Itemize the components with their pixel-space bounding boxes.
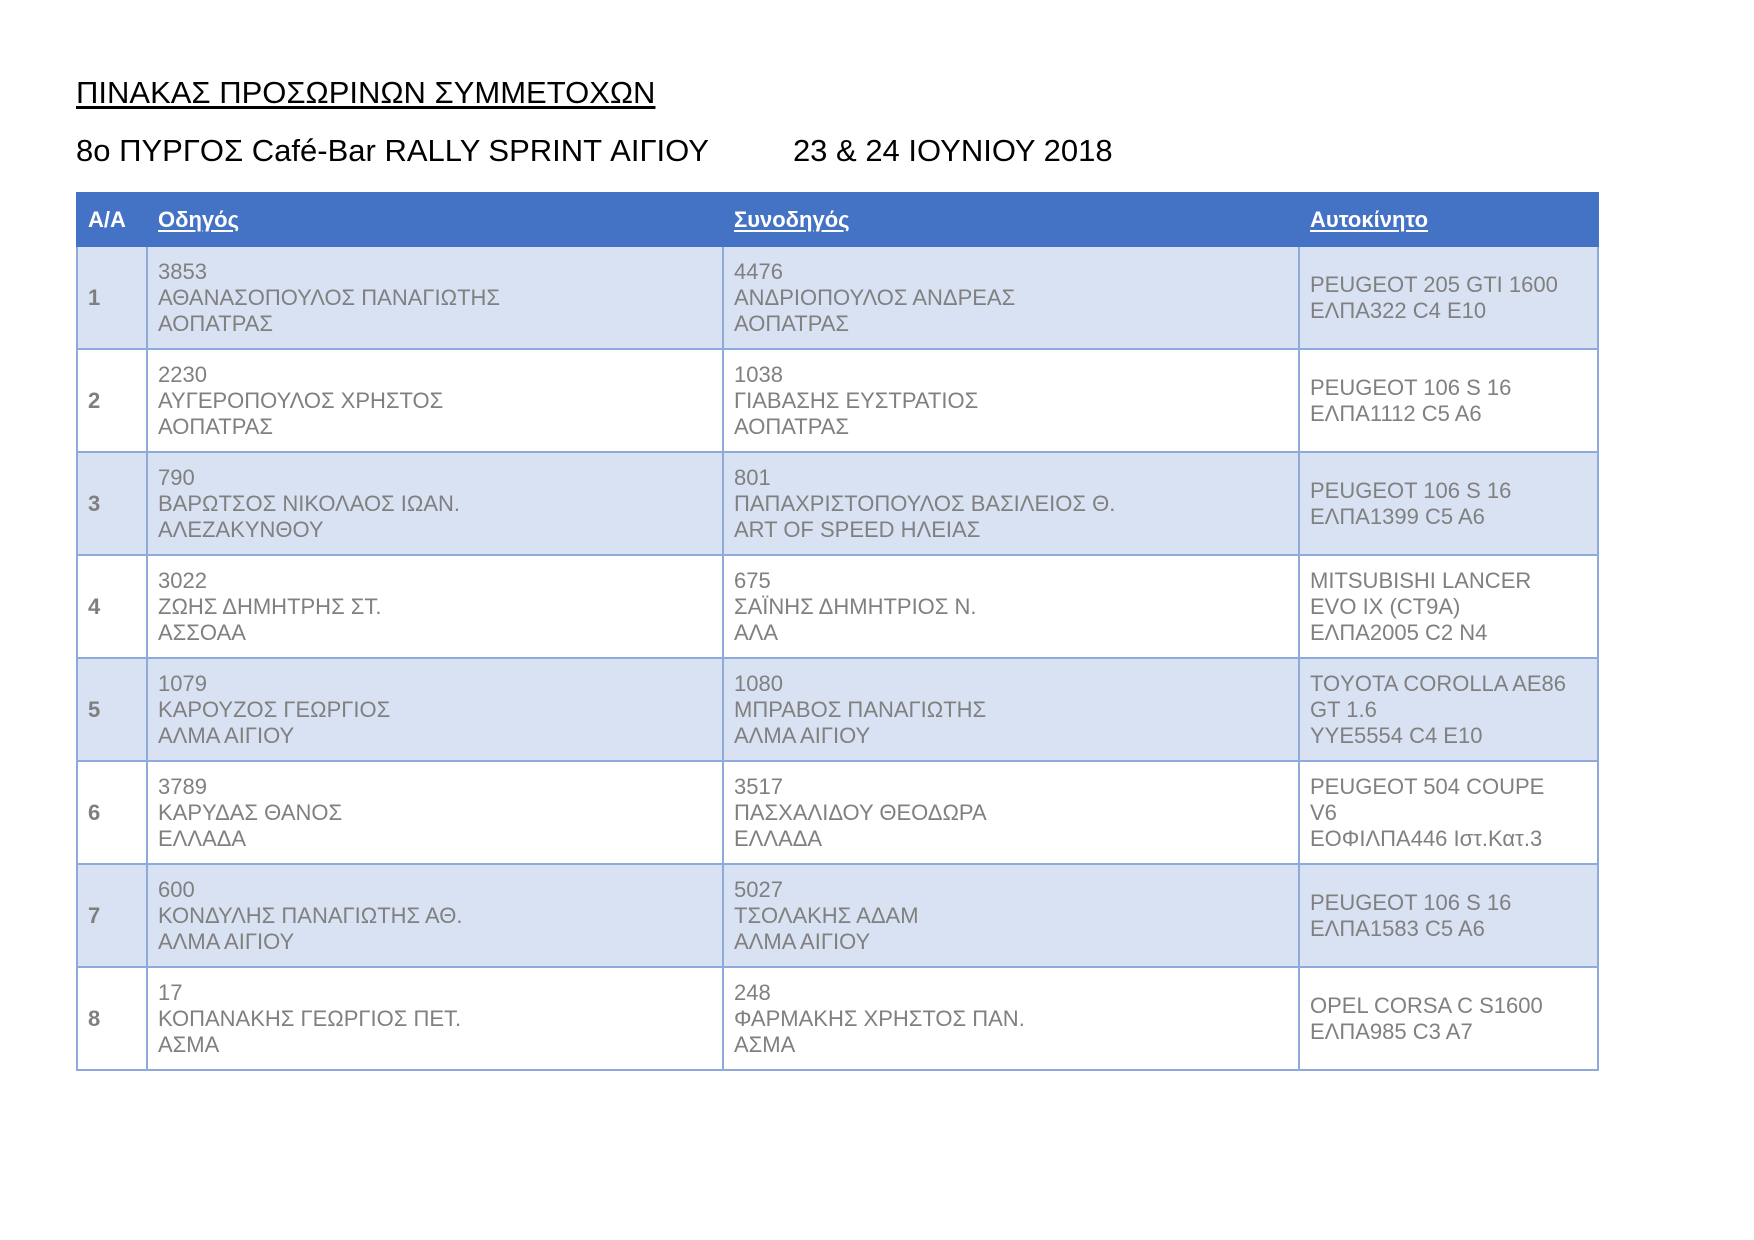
driver-license: 3789: [158, 773, 207, 799]
car-model: PEUGEOT 106 S 16: [1310, 477, 1512, 503]
driver-license: 3853: [158, 258, 207, 284]
codriver-license: 3517: [734, 773, 783, 799]
codriver-club: ΕΛΛΑΔΑ: [734, 825, 823, 851]
codriver-club: ΑΛΑ: [734, 619, 779, 645]
row-number: 4: [77, 555, 147, 658]
driver-club: ΑΛΜΑ ΑΙΓΙΟΥ: [158, 722, 295, 748]
car-class: ΕΛΠΑ1399 C5 A6: [1310, 503, 1485, 529]
codriver-club: ΑΟΠΑΤΡΑΣ: [734, 413, 850, 439]
car-cell: [1299, 555, 1598, 658]
driver-club: ΑΟΠΑΤΡΑΣ: [158, 413, 274, 439]
car-model: PEUGEOT 504 COUPE: [1310, 773, 1545, 799]
row-number: 5: [77, 658, 147, 761]
codriver-name: ΜΠΡΑΒΟΣ ΠΑΝΑΓΙΩΤΗΣ: [734, 696, 987, 722]
driver-club: ΑΣΜΑ: [158, 1031, 220, 1057]
codriver-cell: [723, 967, 1299, 1070]
row-number: 3: [77, 452, 147, 555]
header-aa: Α/Α: [77, 193, 147, 246]
car-model-cont: V6: [1310, 799, 1337, 825]
driver-club: ΑΛΜΑ ΑΙΓΙΟΥ: [158, 928, 295, 954]
driver-name: ΑΥΓΕΡΟΠΟΥΛΟΣ ΧΡΗΣΤΟΣ: [158, 387, 444, 413]
driver-club: ΑΛΕΖΑΚΥΝΘΟΥ: [158, 516, 324, 542]
driver-name: ΚΑΡΟΥΖΟΣ ΓΕΩΡΓΙΟΣ: [158, 696, 391, 722]
car-cell: [1299, 658, 1598, 761]
codriver-cell: [723, 349, 1299, 452]
table-body: [77, 246, 1598, 1070]
driver-cell: [147, 555, 723, 658]
event-date: 23 & 24 ΙΟΥΝΙΟΥ 2018: [792, 133, 1113, 168]
row-number: 6: [77, 761, 147, 864]
codriver-club: ΑΣΜΑ: [734, 1031, 796, 1057]
car-class: ΕΛΠΑ985 C3 A7: [1310, 1018, 1473, 1044]
car-class: ΕΟΦΙΛΠΑ446 Ιστ.Κατ.3: [1310, 825, 1543, 851]
driver-license: 1079: [158, 670, 207, 696]
codriver-cell: [723, 555, 1299, 658]
codriver-club: ΑΛΜΑ ΑΙΓΙΟΥ: [734, 722, 871, 748]
header-driver: Οδηγός: [147, 193, 723, 246]
codriver-club: ΑΛΜΑ ΑΙΓΙΟΥ: [734, 928, 871, 954]
codriver-name: ΠΑΣΧΑΛΙΔΟΥ ΘΕΟΔΩΡΑ: [734, 799, 987, 825]
driver-license: 17: [158, 979, 183, 1005]
car-class: ΕΛΠΑ1112 C5 A6: [1310, 400, 1482, 426]
car-cell: [1299, 864, 1598, 967]
car-cell: [1299, 349, 1598, 452]
codriver-club: ART OF SPEED ΗΛΕΙΑΣ: [734, 516, 981, 542]
header-car: Αυτοκίνητο: [1299, 193, 1598, 246]
driver-name: ΒΑΡΩΤΣΟΣ ΝΙΚΟΛΑΟΣ ΙΩΑΝ.: [158, 490, 461, 516]
car-model: TOYOTA COROLLA AE86: [1310, 670, 1566, 696]
car-model: PEUGEOT 106 S 16: [1310, 889, 1512, 915]
codriver-club: ΑΟΠΑΤΡΑΣ: [734, 310, 850, 336]
table-row: [77, 761, 1598, 864]
codriver-license: 248: [734, 979, 771, 1005]
driver-license: 2230: [158, 361, 207, 387]
table-row: [77, 555, 1598, 658]
driver-license: 790: [158, 464, 195, 490]
driver-license: 3022: [158, 567, 207, 593]
table-row: [77, 864, 1598, 967]
car-model: PEUGEOT 205 GTI 1600: [1310, 271, 1558, 297]
codriver-license: 801: [734, 464, 771, 490]
car-model-cont: GT 1.6: [1310, 696, 1377, 722]
codriver-name: ΣΑΪΝΗΣ ΔΗΜΗΤΡΙΟΣ Ν.: [734, 593, 977, 619]
codriver-name: ΓΙΑΒΑΣΗΣ ΕΥΣΤΡΑΤΙΟΣ: [734, 387, 979, 413]
car-model-cont: EVO IX (CT9A): [1310, 593, 1461, 619]
car-model: OPEL CORSA C S1600: [1310, 992, 1543, 1018]
document-title: ΠΙΝΑΚΑΣ ΠΡΟΣΩΡΙΝΩΝ ΣΥΜΜΕΤΟΧΩΝ: [76, 75, 656, 110]
codriver-license: 1080: [734, 670, 783, 696]
codriver-cell: [723, 658, 1299, 761]
car-class: ΕΛΠΑ1583 C5 A6: [1310, 915, 1485, 941]
driver-cell: [147, 864, 723, 967]
driver-cell: [147, 967, 723, 1070]
car-model: MITSUBISHI LANCER: [1310, 567, 1532, 593]
driver-name: ΖΩΗΣ ΔΗΜΗΤΡΗΣ ΣΤ.: [158, 593, 382, 619]
codriver-license: 4476: [734, 258, 783, 284]
table-row: [77, 246, 1598, 349]
driver-cell: [147, 452, 723, 555]
driver-cell: [147, 658, 723, 761]
table-row: [77, 967, 1598, 1070]
codriver-license: 1038: [734, 361, 783, 387]
codriver-name: ΑΝΔΡΙΟΠΟΥΛΟΣ ΑΝΔΡΕΑΣ: [734, 284, 1016, 310]
entries-table: [76, 192, 1599, 1071]
table-row: [77, 349, 1598, 452]
driver-name: ΚΑΡΥΔΑΣ ΘΑΝΟΣ: [158, 799, 343, 825]
car-cell: [1299, 452, 1598, 555]
car-cell: [1299, 246, 1598, 349]
codriver-cell: [723, 864, 1299, 967]
driver-license: 600: [158, 876, 195, 902]
driver-club: ΑΟΠΑΤΡΑΣ: [158, 310, 274, 336]
car-cell: [1299, 967, 1598, 1070]
driver-name: ΑΘΑΝΑΣΟΠΟΥΛΟΣ ΠΑΝΑΓΙΩΤΗΣ: [158, 284, 500, 310]
row-number: 7: [77, 864, 147, 967]
codriver-name: ΦΑΡΜΑΚΗΣ ΧΡΗΣΤΟΣ ΠΑΝ.: [734, 1005, 1025, 1031]
car-class: ΕΛΠΑ322 C4 E10: [1310, 297, 1487, 323]
event-line: [76, 130, 1596, 172]
row-number: 2: [77, 349, 147, 452]
table-row: [77, 452, 1598, 555]
driver-cell: [147, 349, 723, 452]
codriver-cell: [723, 761, 1299, 864]
codriver-cell: [723, 452, 1299, 555]
car-class: ΕΛΠΑ2005 C2 N4: [1310, 619, 1488, 645]
driver-cell: [147, 761, 723, 864]
codriver-license: 5027: [734, 876, 783, 902]
table-header-row: [77, 193, 1598, 246]
table-row: [77, 658, 1598, 761]
row-number: 1: [77, 246, 147, 349]
car-cell: [1299, 761, 1598, 864]
document: [76, 72, 1596, 1057]
driver-club: ΑΣΣΟΑΑ: [158, 619, 246, 645]
driver-name: ΚΟΝΔΥΛΗΣ ΠΑΝΑΓΙΩΤΗΣ ΑΘ.: [158, 902, 463, 928]
codriver-cell: [723, 246, 1299, 349]
header-codriver: Συνοδηγός: [723, 193, 1299, 246]
codriver-name: ΠΑΠΑΧΡΙΣΤΟΠΟΥΛΟΣ ΒΑΣΙΛΕΙΟΣ Θ.: [734, 490, 1116, 516]
codriver-name: ΤΣΟΛΑΚΗΣ ΑΔΑΜ: [734, 902, 919, 928]
row-number: 8: [77, 967, 147, 1070]
driver-club: ΕΛΛΑΔΑ: [158, 825, 247, 851]
car-class: YYE5554 C4 E10: [1310, 722, 1483, 748]
driver-cell: [147, 246, 723, 349]
driver-name: ΚΟΠΑΝΑΚΗΣ ΓΕΩΡΓΙΟΣ ΠΕΤ.: [158, 1005, 462, 1031]
codriver-license: 675: [734, 567, 771, 593]
car-model: PEUGEOT 106 S 16: [1310, 374, 1512, 400]
event-name: 8ο ΠΥΡΓΟΣ Café-Bar RALLY SPRINT ΑΙΓΙΟΥ: [76, 133, 709, 168]
